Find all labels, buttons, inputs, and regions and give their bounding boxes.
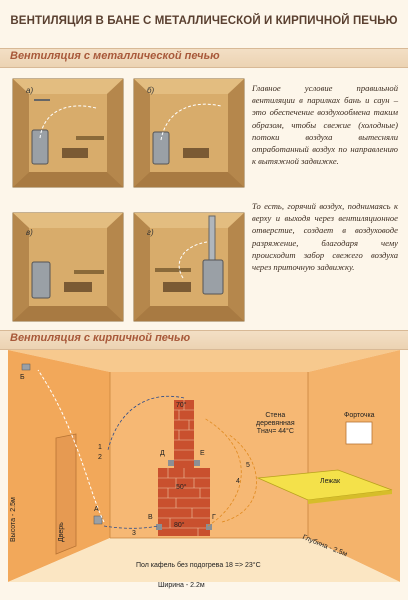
section-header-brick: [0, 330, 408, 350]
panel-label-v: в): [26, 228, 33, 237]
section-header-metal: [0, 48, 408, 68]
depth-label: Глубина - 2.5м: [301, 534, 349, 559]
point-b-label: Б: [20, 374, 25, 381]
panel-label-a: а): [26, 86, 34, 95]
paragraph-main-condition: Главное условие правильной вентиляции в парилках бань и саун – это обеспечение воздухообмена таким образом, чтобы свежие (холодные) потоки воздуха вытесняли отработанный воздух по направлению к вытяжной задвижке.: [252, 83, 398, 167]
panel-b: [133, 78, 245, 188]
brick-stove-diagram: [8, 350, 400, 590]
panel-v: [12, 212, 124, 322]
height-label: Высота - 2.5м: [10, 497, 17, 542]
panel-a: [12, 78, 124, 188]
flow-4-label: 4: [236, 478, 240, 485]
paragraph-hot-air: То есть, горячий воздух, поднимаясь к верху и выходя через вентиляционное отверстие, создает в воздуховоде разряжение, благодаря чему происходит забор свежего воздуха через приточную задвижку.: [252, 201, 398, 273]
point-a-label: А: [94, 506, 99, 513]
window-label: Форточка: [344, 412, 375, 419]
floor-label: Пол кафель без подогрева 18 => 23°С: [136, 562, 261, 569]
point-d-label: Д: [160, 450, 165, 457]
flow-3-label: 3: [132, 530, 136, 537]
section-title-brick: Вентиляция с кирпичной печью: [10, 332, 191, 344]
page-title: ВЕНТИЛЯЦИЯ В БАНЕ С МЕТАЛЛИЧЕСКОЙ И КИРПИЧНОЙ ПЕЧЬЮ: [10, 15, 398, 27]
section-title-metal: Вентиляция с металлической печью: [10, 50, 220, 62]
point-e-label: Е: [200, 450, 205, 457]
temp-50-label: 50°: [176, 484, 187, 491]
door-label: Дверь: [58, 522, 65, 542]
temp-80-label: 80°: [174, 522, 185, 529]
wall-wooden-label: Стена деревянная Тнач= 44°С: [256, 412, 295, 435]
width-label: Ширина - 2.2м: [158, 582, 205, 589]
panel-label-g: г): [147, 228, 154, 237]
panel-label-b: б): [147, 86, 155, 95]
temp-70-label: 70°: [176, 402, 187, 409]
flow-5-label: 5: [246, 462, 250, 469]
point-v-label: В: [148, 514, 153, 521]
bench-label: Лежак: [320, 478, 341, 485]
flow-2-label: 2: [98, 454, 102, 461]
point-g-label: Г: [212, 514, 216, 521]
window-fortochka: [346, 422, 372, 444]
panel-g: [133, 212, 245, 322]
flow-1-label: 1: [98, 444, 102, 451]
